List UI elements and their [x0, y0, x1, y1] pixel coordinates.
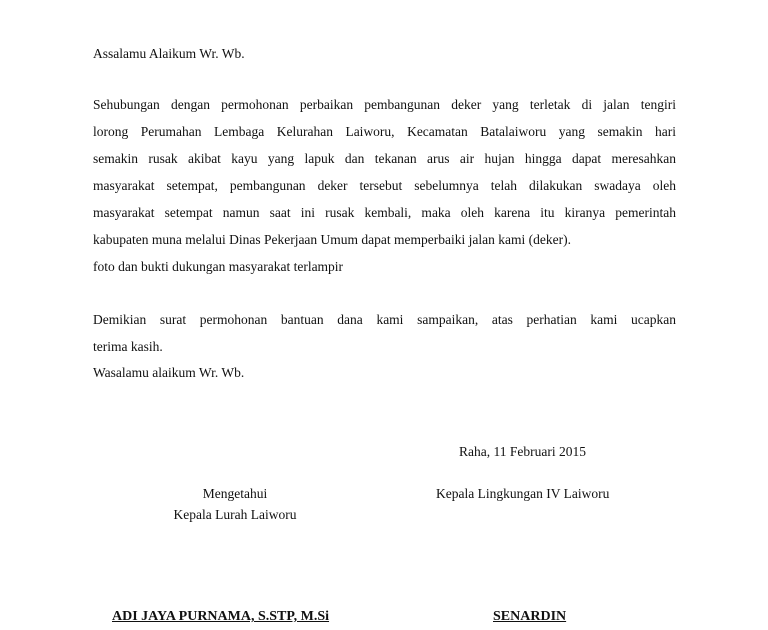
left-signatory-line1: Mengetahui: [202, 486, 268, 501]
closing-line-1: Demikian surat permohonan bantuan dana kami sampaikan, atas perhatian kami ucapkan: [93, 312, 676, 327]
farewell: Wasalamu alaikum Wr. Wb.: [93, 365, 245, 380]
closing-line-2: terima kasih.: [93, 339, 163, 354]
body-line-6: kabupaten muna melalui Dinas Pekerjaan Umum dapat memperbaiki jalan kami (deker).: [93, 232, 571, 247]
left-signatory-line2: Kepala Lurah Laiworu: [173, 507, 297, 522]
body-line-1: Sehubungan dengan permohonan perbaikan pembangunan deker yang terletak di jalan tengiri: [93, 97, 676, 112]
place-date: Raha, 11 Februari 2015: [459, 444, 586, 459]
right-signatory-name: SENARDIN: [493, 609, 567, 624]
greeting: Assalamu Alaikum Wr. Wb.: [93, 46, 245, 61]
body-line-2: lorong Perumahan Lembaga Kelurahan Laiworu, Kecamatan Batalaiworu yang semakin hari: [93, 124, 676, 139]
right-signatory-title: Kepala Lingkungan IV Laiworu: [436, 486, 610, 501]
body-line-5: masyarakat setempat namun saat ini rusak kembali, maka oleh karena itu kiranya pemerintah: [93, 205, 676, 220]
body-line-3: semakin rusak akibat kayu yang lapuk dan tekanan arus air hujan hingga dapat meresahkan: [93, 151, 676, 166]
body-line-4: masyarakat setempat, pembangunan deker tersebut sebelumnya telah dilakukan swadaya oleh: [93, 178, 676, 193]
left-signatory-name: ADI JAYA PURNAMA, S.STP, M.Si: [112, 609, 330, 624]
attachment-note: foto dan bukti dukungan masyarakat terlampir: [93, 259, 344, 274]
